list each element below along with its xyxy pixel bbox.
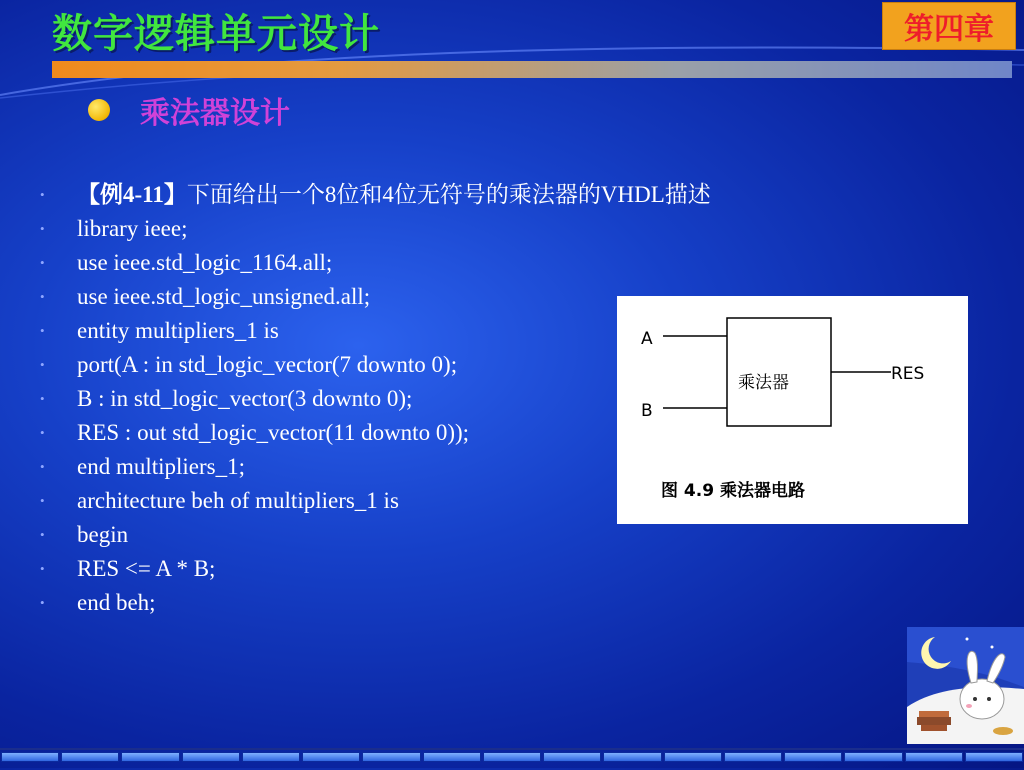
bar-segment: [182, 752, 240, 762]
multiplier-circuit-figure: [617, 296, 968, 524]
bullet-dot-icon: •: [40, 459, 45, 474]
bar-segment: [1, 752, 59, 762]
code-line: [40, 348, 711, 382]
moon-rabbit-illustration: [907, 627, 1024, 744]
code-line: [40, 416, 711, 450]
bullet-dot-icon: •: [40, 289, 45, 304]
bar-segment: [724, 752, 782, 762]
bullet-dot-icon: •: [40, 255, 45, 270]
star-icon: [991, 646, 994, 649]
bullet-dot-icon: •: [40, 595, 45, 610]
chapter-badge: 第四章: [882, 2, 1016, 50]
example-description: 下面给出一个8位和4位无符号的乘法器的VHDL描述: [186, 182, 711, 207]
input-a-label: A: [641, 329, 653, 349]
figure-caption: 图 4.9 乘法器电路: [661, 481, 805, 501]
section-heading: [88, 88, 290, 132]
bullet-icon: [88, 99, 110, 121]
bullet-dot-icon: •: [40, 357, 45, 372]
example-tag: 【例4-11】: [77, 182, 187, 207]
code-line: [40, 552, 711, 586]
code-text: RES <= A * B;: [77, 556, 216, 581]
code-text: port(A : in std_logic_vector(7 downto 0);: [77, 352, 458, 377]
code-line: [40, 280, 711, 314]
bar-segment: [242, 752, 300, 762]
bar-segment: [121, 752, 179, 762]
star-icon: [966, 638, 969, 641]
code-text: entity multipliers_1 is: [77, 318, 279, 343]
code-line: [40, 382, 711, 416]
code-line: [40, 212, 711, 246]
bullet-dot-icon: •: [40, 425, 45, 440]
bar-segment: [965, 752, 1023, 762]
code-line: [40, 314, 711, 348]
code-text: library ieee;: [77, 216, 188, 241]
code-text: RES : out std_logic_vector(11 downto 0));: [77, 420, 470, 445]
multiplier-block: [727, 318, 831, 426]
bullet-dot-icon: •: [40, 527, 45, 542]
bar-segment: [603, 752, 661, 762]
code-text: begin: [77, 522, 129, 547]
slide-title: 数字逻辑单元设计: [52, 11, 380, 57]
bottom-decoration-bar: [0, 748, 1024, 770]
bar-segment: [61, 752, 119, 762]
output-label: RES: [891, 364, 925, 384]
code-line: [40, 484, 711, 518]
bar-segment: [483, 752, 541, 762]
bullet-dot-icon: •: [40, 391, 45, 406]
code-line: [40, 586, 711, 620]
title-underline-bar: [52, 61, 1012, 78]
bullet-dot-icon: •: [40, 187, 45, 202]
code-text: end multipliers_1;: [77, 454, 246, 479]
code-line: [40, 518, 711, 552]
bullet-dot-icon: •: [40, 323, 45, 338]
code-text: architecture beh of multipliers_1 is: [77, 488, 399, 513]
bar-segment: [844, 752, 902, 762]
bullet-dot-icon: •: [40, 561, 45, 576]
code-text: B : in std_logic_vector(3 downto 0);: [77, 386, 413, 411]
bullet-dot-icon: •: [40, 493, 45, 508]
bar-segment: [423, 752, 481, 762]
section-title: 乘法器设计: [140, 96, 290, 131]
block-label: 乘法器: [738, 373, 789, 393]
code-text: use ieee.std_logic_1164.all;: [77, 250, 333, 275]
code-listing: [40, 178, 711, 620]
code-text: use ieee.std_logic_unsigned.all;: [77, 284, 371, 309]
code-line: [40, 246, 711, 280]
bar-segment: [784, 752, 842, 762]
bar-segment: [664, 752, 722, 762]
bar-segment: [543, 752, 601, 762]
bullet-dot-icon: •: [40, 221, 45, 236]
bar-segment: [302, 752, 360, 762]
example-heading-line: [40, 178, 711, 212]
input-b-label: B: [641, 401, 653, 421]
code-text: end beh;: [77, 590, 156, 615]
code-line: [40, 450, 711, 484]
bar-segment: [905, 752, 963, 762]
bar-segment: [362, 752, 420, 762]
